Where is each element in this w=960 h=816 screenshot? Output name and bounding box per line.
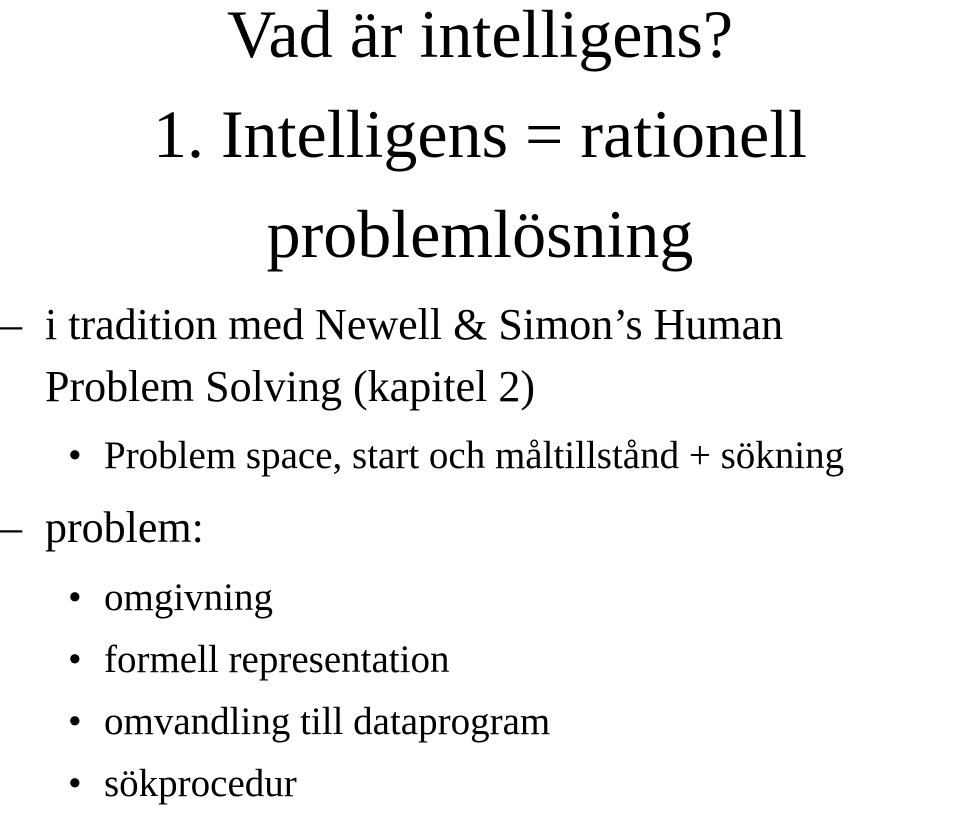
list-item-tradition-continued [45,362,536,411]
sublist-item-problem-space [68,436,844,475]
sublist-item-text: formell representation [104,638,450,681]
sublist-item-text: Problem space, start och måltillstånd + sökning [104,434,845,477]
bullet-marker: • [68,638,82,681]
bullet-marker: • [68,434,82,477]
bullet-marker: • [68,700,82,743]
list-item-text: Problem Solving (kapitel 2) [45,362,536,411]
list-item-problem [0,503,204,552]
sublist-item-text: omgivning [104,576,274,619]
slide-title-line-1: Vad är intelligens? [226,0,734,72]
slide-title-line-3: problemlösning [266,196,694,272]
bullet-marker: • [68,762,82,805]
dash-marker: – [0,300,22,349]
list-item-text: problem: [45,503,204,552]
sublist-item-text: omvandling till dataprogram [104,700,551,743]
sublist-item-omgivning [68,578,273,617]
sublist-item-sokprocedur [68,764,297,803]
sublist-item-text: sökprocedur [104,762,297,805]
sublist-item-omvandling [68,702,550,741]
list-item-text: i tradition med Newell & Simon’s Human [45,300,784,349]
list-item-tradition [0,300,784,349]
dash-marker: – [0,503,22,552]
bullet-marker: • [68,576,82,619]
slide-title-line-2: 1. Intelligens = rationell [153,96,807,172]
sublist-item-formell-representation [68,640,449,679]
